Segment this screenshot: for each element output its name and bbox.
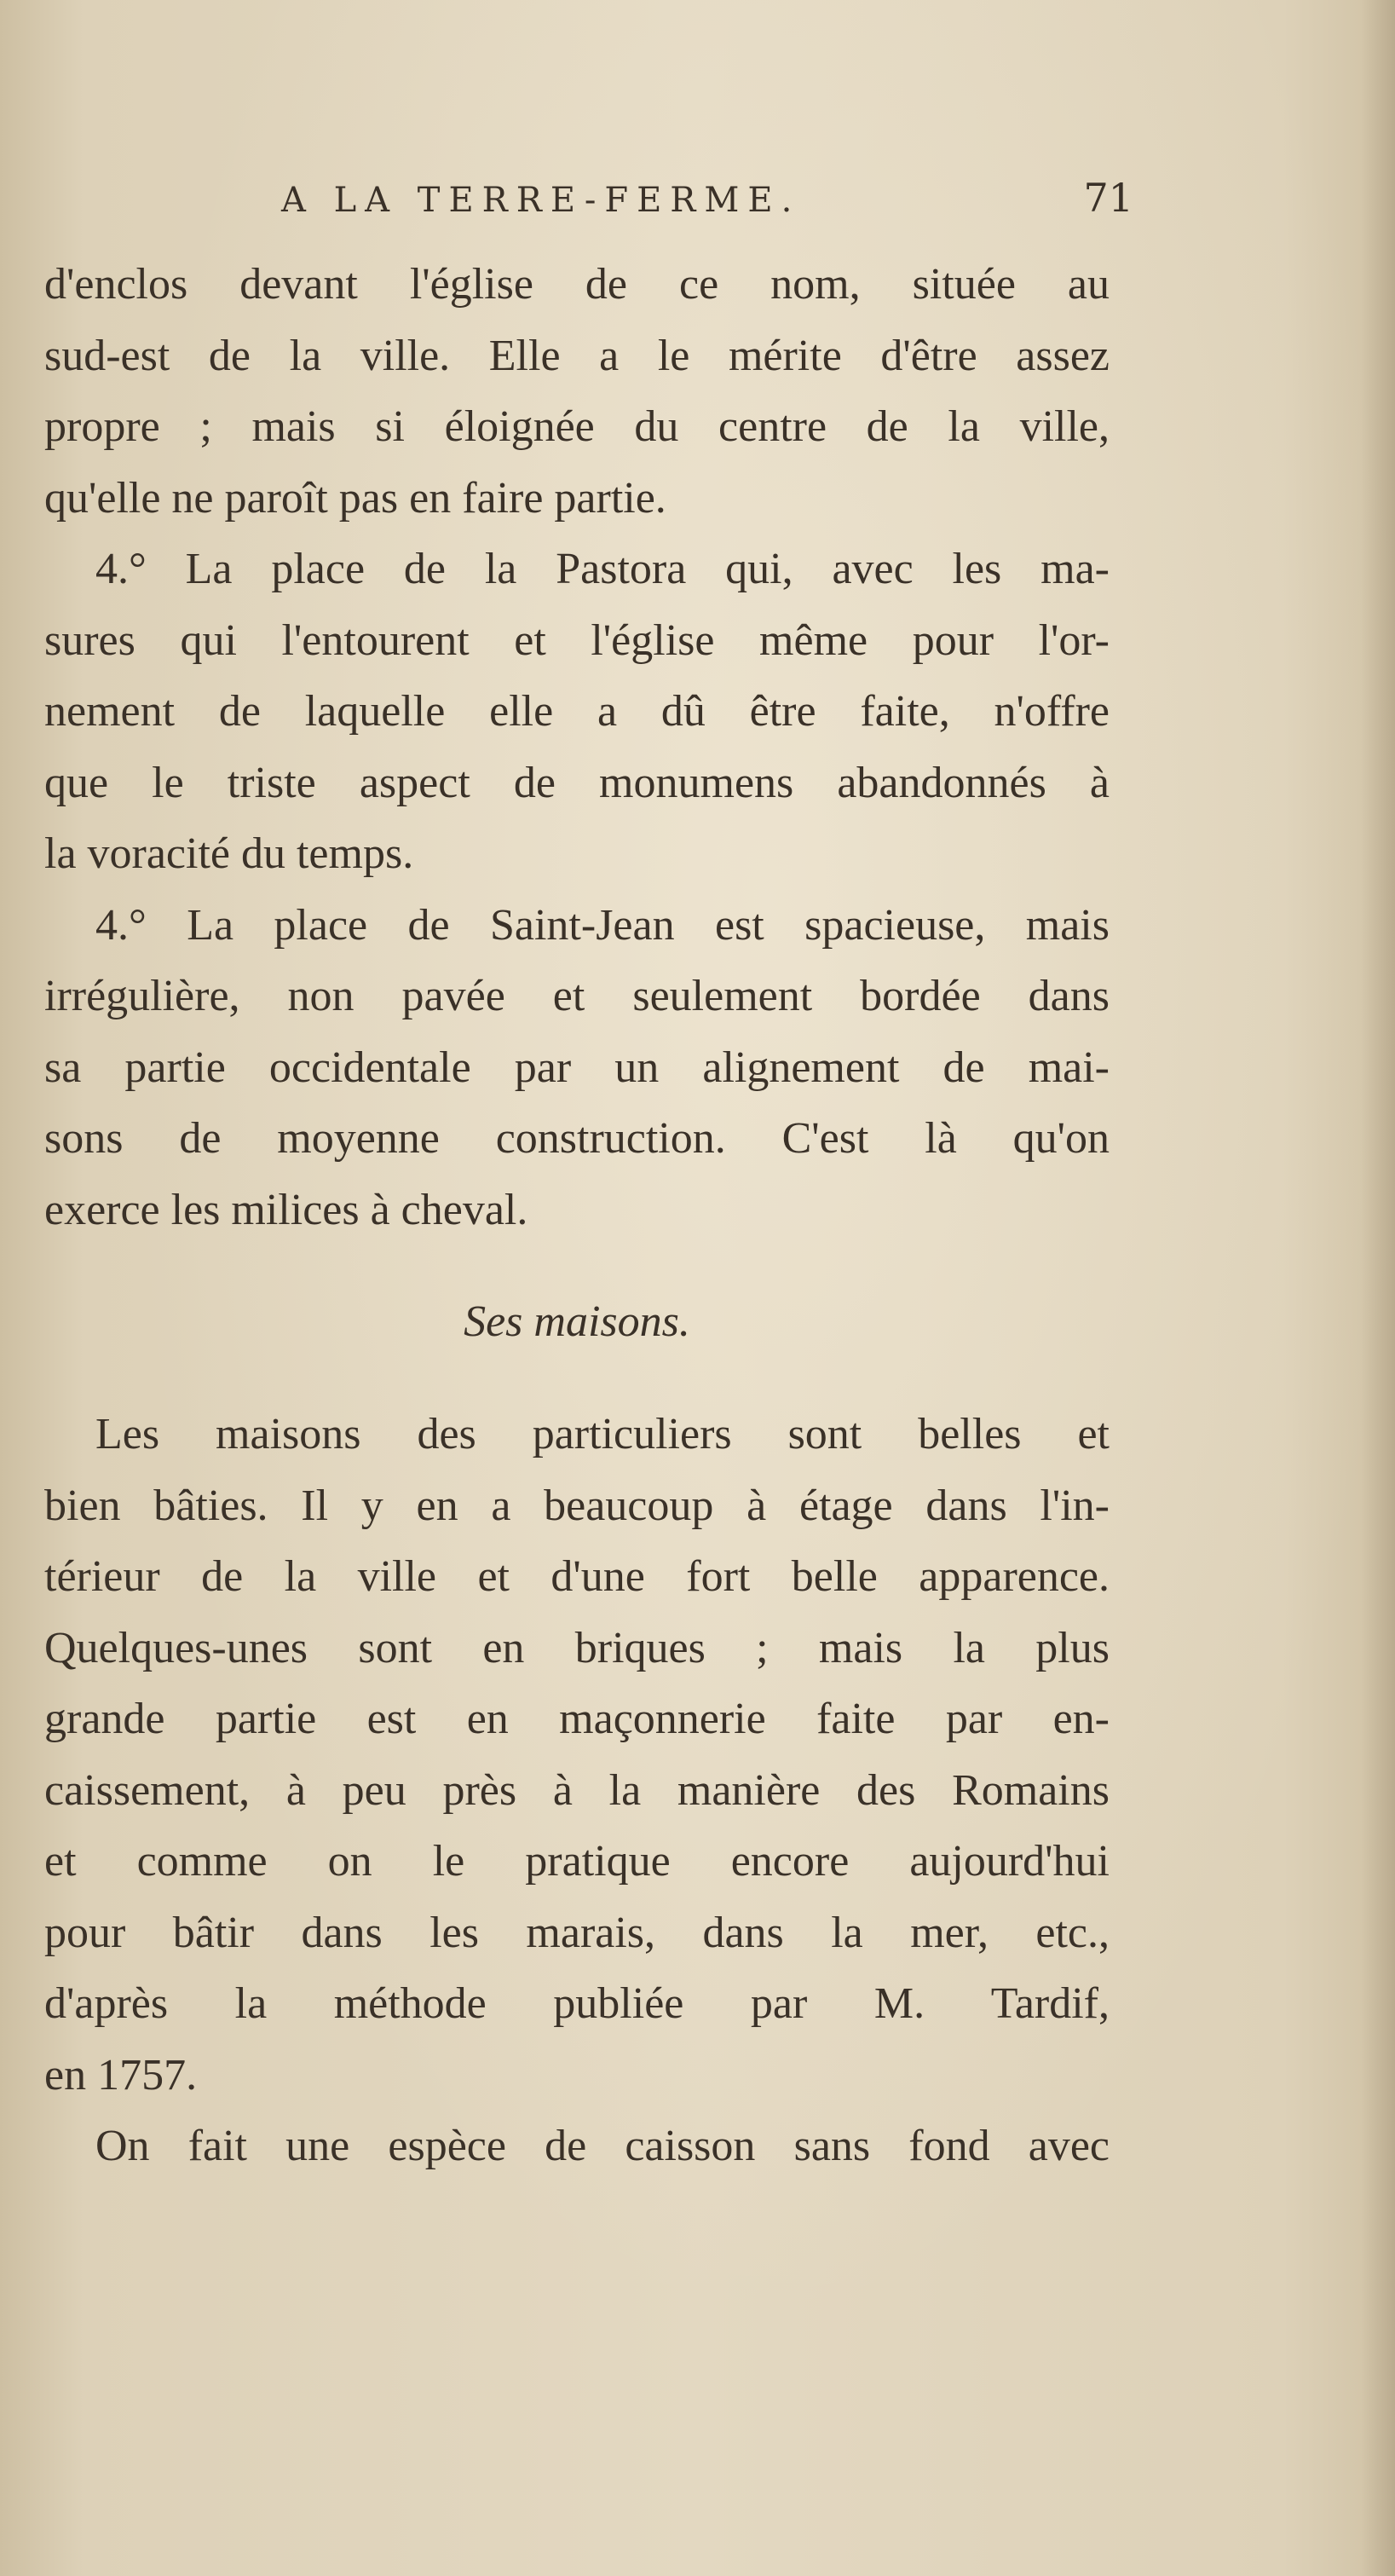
text-line: d'enclos devant l'église de ce nom, située au [44, 260, 1110, 309]
running-title: A LA TERRE-FERME. [281, 181, 801, 220]
text-line: que le triste aspect de monumens abandonnés à [44, 758, 1110, 807]
text-line: la voracité du temps. [44, 829, 414, 878]
page-number: 71 [1083, 175, 1133, 221]
text-line: 4.° La place de la Pastora qui, avec les ma- [95, 545, 1110, 593]
text-line: Quelques-unes sont en briques ; mais la plus [44, 1623, 1110, 1672]
text-line: sud-est de la ville. Elle a le mérite d'être assez [44, 331, 1110, 380]
text-line: Les maisons des particuliers sont belles et [95, 1410, 1110, 1458]
text-line: grande partie est en maçonnerie faite par en- [44, 1695, 1110, 1743]
text-line: nement de laquelle elle a dû être faite, n'offre [44, 687, 1110, 736]
text-line: sons de moyenne construction. C'est là qu'on [44, 1114, 1110, 1163]
text-line: sa partie occidentale par un alignement de mai- [44, 1043, 1110, 1092]
text-line: caissement, à peu près à la manière des Romains [44, 1765, 1110, 1815]
text-line: 4.° La place de Saint-Jean est spacieuse, mais [95, 900, 1110, 950]
text-line: et comme on le pratique encore aujourd'hui [44, 1837, 1110, 1886]
text-line: On fait une espèce de caisson sans fond avec [95, 2122, 1110, 2170]
text-line: propre ; mais si éloignée du centre de la ville, [44, 402, 1110, 451]
text-line: d'après la méthode publiée par M. Tardif, [44, 1979, 1110, 2028]
text-line: bien bâties. Il y en a beaucoup à étage dans l'in- [44, 1481, 1110, 1530]
text-line: exerce les milices à cheval. [44, 1185, 528, 1234]
text-line: qu'elle ne paroît pas en faire partie. [44, 473, 666, 523]
text-line: térieur de la ville et d'une fort belle apparence. [44, 1552, 1110, 1601]
text-line: en 1757. [44, 2050, 198, 2099]
page-header [281, 175, 1133, 221]
body-text [44, 249, 1110, 2182]
text-line: irrégulière, non pavée et seulement bordée dans [44, 972, 1110, 1020]
section-heading: Ses maisons. [464, 1297, 690, 1346]
text-line: sures qui l'entourent et l'église même pour l'or- [44, 615, 1110, 665]
text-line: pour bâtir dans les marais, dans la mer, etc., [44, 1908, 1110, 1957]
